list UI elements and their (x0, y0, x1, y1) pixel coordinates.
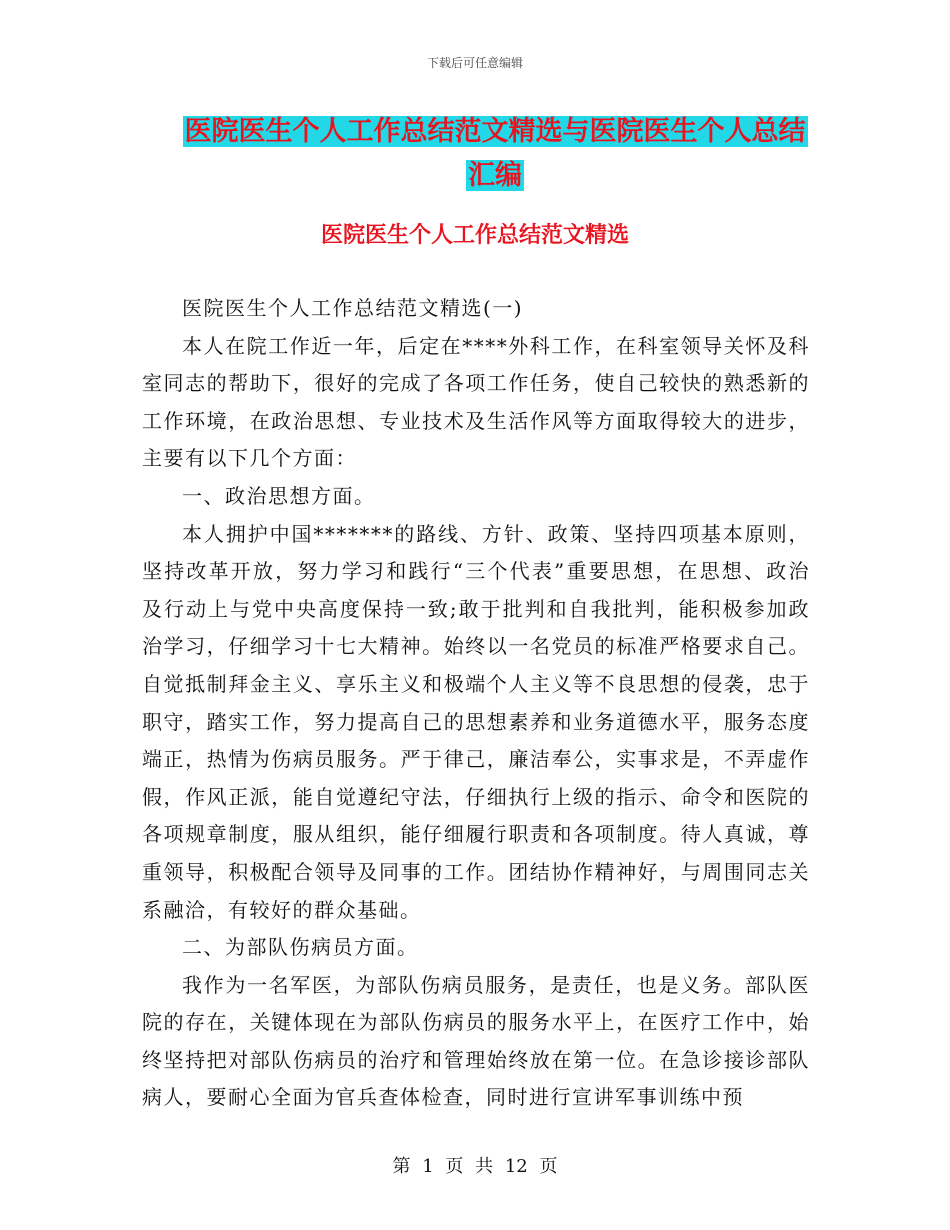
section-subtitle: 医院医生个人工作总结范文精选 (320, 223, 629, 248)
document-body (142, 290, 810, 1117)
paragraph: 一、政治思想方面。 (182, 483, 376, 508)
document-title-line1: 医院医生个人工作总结范文精选与医院医生个人总结 (184, 116, 806, 147)
document-title (150, 110, 840, 198)
page-footer: 第 1 页 共 12 页 (392, 1156, 558, 1177)
paragraph: 我作为一名军医，为部队伤病员服务，是责任，也是义务。部队医院的存在，关键体现在为部队伤病员的服务水平上，在医疗工作中，始终坚持把对部队伤病员的治疗和管理始终放在第一位。在急诊接诊部队病人，要耐心全面为官兵查体检查，同时进行宣讲军事训练中预 (142, 972, 810, 1110)
paragraph: 二、为部队伤病员方面。 (182, 935, 419, 960)
paragraph: 本人在院工作近一年，后定在****外科工作，在科室领导关怀及科室同志的帮助下，很好的完成了各项工作任务，使自己较快的熟悉新的工作环境，在政治思想、专业技术及生活作风等方面取得较大的进步，主要有以下几个方面： (142, 333, 810, 471)
paragraph: 医院医生个人工作总结范文精选(一) (182, 296, 524, 320)
document-title-line2: 汇编 (468, 160, 522, 191)
page-header-note: 下载后可任意编辑 (426, 56, 523, 70)
paragraph: 本人拥护中国*******的路线、方针、政策、坚持四项基本原则，坚持改革开放，努力学习和践行“三个代表”重要思想，在思想、政治及行动上与党中央高度保持一致;敢于批判和自我批判，能积极参加政治学习，仔细学习十七大精神。始终以一名党员的标准严格要求自己。自觉抵制拜金主义、享乐主义和极端个人主义等不良思想的侵袭，忠于职守，踏实工作，努力提高自己的思想素养和业务道德水平，服务态度端正，热情为伤病员服务。严于律己，廉洁奉公，实事求是，不弄虚作假，作风正派，能自觉遵纪守法，仔细执行上级的指示、命令和医院的各项规章制度，服从组织，能仔细履行职责和各项制度。待人真诚，尊重领导，积极配合领导及同事的工作。团结协作精神好，与周围同志关系融洽，有较好的群众基础。 (142, 521, 810, 922)
